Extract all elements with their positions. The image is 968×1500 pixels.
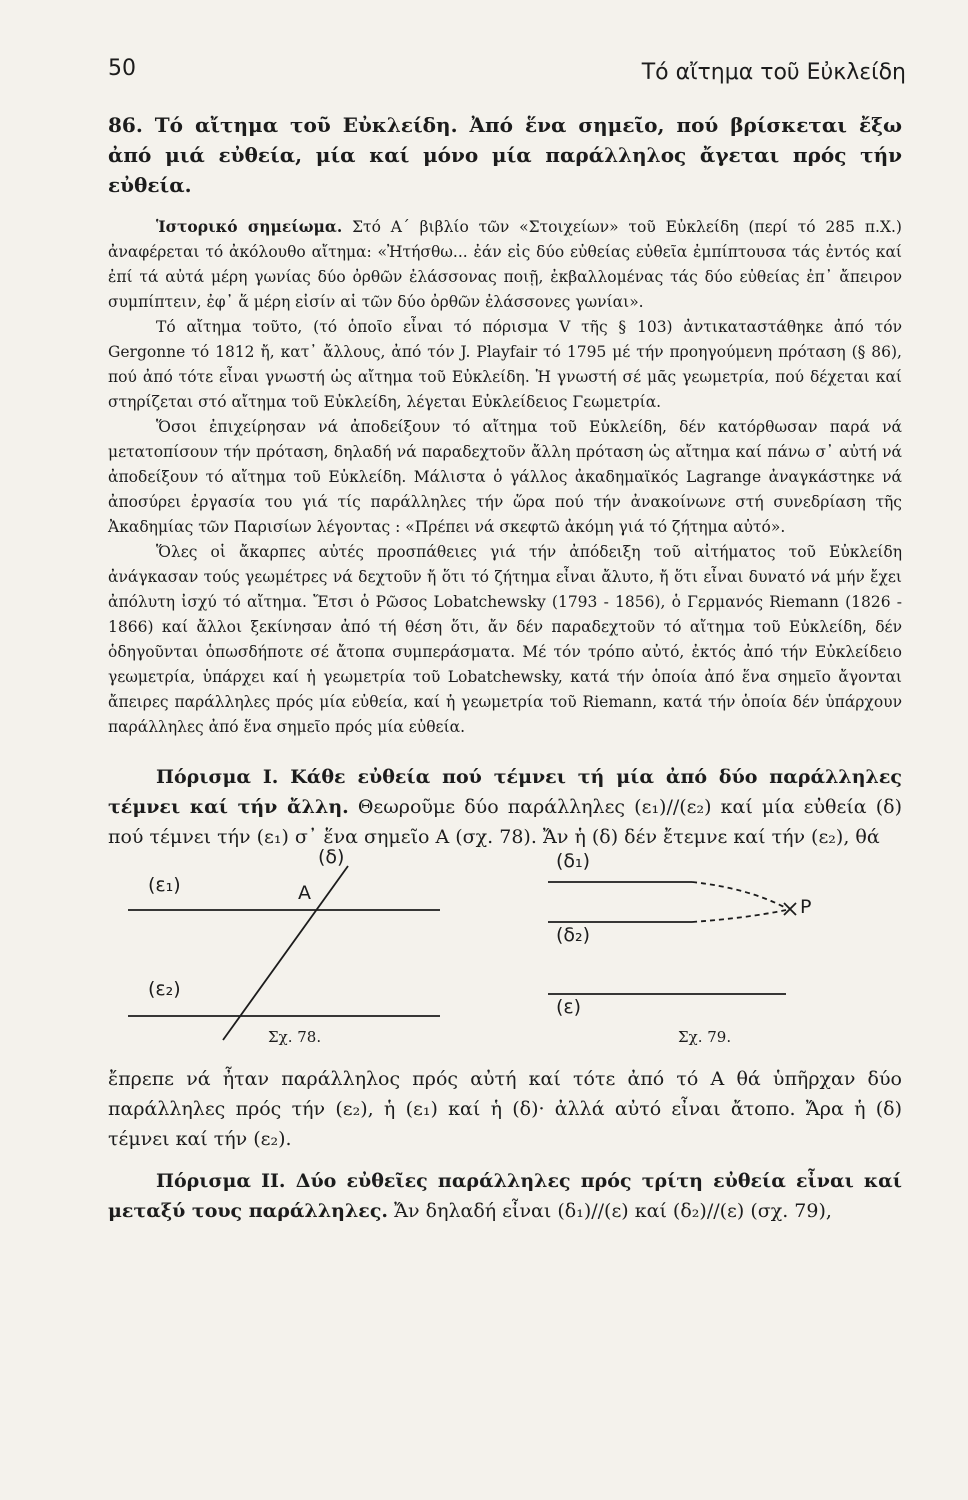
history-text-1: Στό Α΄ βιβλίο τῶν «Στοιχείων» τοῦ Εὐκλείδη (περί τό 285 π.Χ.) ἀναφέρεται τό ἀκόλουθο αἴτημα: «Ἠτήσθω... ἐάν εἰς δύο εὐθείας εὐθεῖα ἐμπίπτουσα τάς ἐντός καί ἐπί τά αὐτά μέρη γωνίας δύο ὀρθῶν ἐλάσσονας ποιῇ, ἐκβαλλομένας τάς δύο εὐθείας ἐπ᾿ ἄπειρον συμπίπτειν, ἐφ᾿ ἅ μέρη εἰσίν αἱ τῶν δύο ὀρθῶν ἐλάσσονες γωνίαι». — [108, 218, 902, 311]
corollary-1-title: Πόρισμα Ι. Κάθε εὐθεία πού τέμνει τή μία ἀπό δύο παράλληλες τέμνει καί τήν ἄλλη. — [108, 766, 902, 818]
corollary-2-text: Ἄν δηλαδή εἶναι (δ₁)//(ε) καί (δ₂)//(ε) (σχ. 79), — [394, 1200, 832, 1222]
section-statement: Ἀπό ἕνα σημεῖο, πού βρίσκεται ἔξω ἀπό μιά εὐθεία, μία καί μόνο μία παράλληλος ἄγεται πρός τήν εὐθεία. — [108, 113, 902, 197]
line-d1-dashed — [692, 882, 786, 908]
history-note-p1 — [108, 214, 902, 315]
label-d2: (δ₂) — [556, 924, 591, 946]
continuation-text: ἔπρεπε νά ἦταν παράλληλος πρός αὐτή καί τότε ἀπό τό Α θά ὑπῆρχαν δύο παράλληλες πρός τήν (ε₂), ἡ (ε₁) καί ἡ (δ)· ἀλλά αὐτό εἶναι ἄτοπο. Ἄρα ἡ (δ) τέμνει καί τήν (ε₂). — [108, 1068, 902, 1150]
history-note-p2: Τό αἴτημα τοῦτο, (τό ὁποῖο εἶναι τό πόρισμα V τῆς § 103) ἀντικαταστάθηκε ἀπό τόν Gergonne τό 1812 ἤ, κατ᾿ ἄλλους, ἀπό τόν J. Playfair τό 1795 μέ τήν προηγούμενη πρόταση (§ 86), πού ἀπό τότε εἶναι γνωστή ὡς αἴτημα τοῦ Εὐκλείδη. Ἡ γνωστή σέ μᾶς γεωμετρία, πού δέχεται καί στηρίζεται στό αἴτημα τοῦ Εὐκλείδη, λέγεται Εὐκλείδειος Γεωμετρία. — [108, 318, 902, 411]
running-title: Τό αἴτημα τοῦ Εὐκλείδη — [641, 60, 906, 85]
page-body — [108, 110, 902, 1226]
history-note-p4: Ὅλες οἱ ἄκαρπες αὐτές προσπάθειες γιά τήν ἀπόδειξη τοῦ αἰτήματος τοῦ Εὐκλείδη ἀνάγκασαν τούς γεωμέτρες νά δεχτοῦν ἤ ὅτι τό ζήτημα εἶναι ἄλυτο, ἤ ὅτι εἶναι δυνατό νά μήν ἔχει ἀπόλυτη ἰσχύ τό αἴτημα. Ἔτσι ὁ Ρῶσος Lobatchewsky (1793 - 1856), ὁ Γερμανός Riemann (1826 - 1866) καί ἄλλοι ξεκίνησαν ἀπό τή θέση ὅτι, ἄν δέν παραδεχτοῦν τό αἴτημα τοῦ Εὐκλείδη, δέν ὁδηγοῦνται ὁπωσδήποτε σέ ἄτοπα συμπεράσματα. Μέ τόν τρόπο αὐτό, ἐκτός ἀπό τήν Εὐκλείδειο γεωμετρία, ὑπάρχει καί ἡ γεωμετρία τοῦ Lobatchewsky, κατά τήν ὁποία ἀπό ἕνα σημεῖο ἄγονται ἄπειρες παράλληλες πρός μία εὐθεία, καί ἡ γεωμετρία τοῦ Riemann, κατά τήν ὁποία δέν ὑπάρχουν παράλληλες ἀπό ἕνα σημεῖο πρός μία εὐθεία. — [108, 543, 902, 736]
page-number: 50 — [108, 56, 136, 81]
corollary-2-title: Πόρισμα ΙΙ. Δύο εὐθεῖες παράλληλες πρός τρίτη εὐθεία εἶναι καί μεταξύ τους παράλληλες. — [108, 1170, 902, 1222]
corollary-2 — [108, 1166, 902, 1226]
label-e1: (ε₁) — [148, 874, 181, 896]
section-title: Τό αἴτημα τοῦ Εὐκλείδη. — [154, 113, 458, 137]
history-label: Ἱστορικό σημείωμα. — [156, 217, 343, 236]
label-a: A — [298, 882, 311, 904]
label-e2: (ε₂) — [148, 978, 181, 1000]
line-d2-dashed — [692, 910, 786, 922]
caption-fig78: Σχ. 78. — [268, 1028, 322, 1046]
caption-fig79: Σχ. 79. — [678, 1028, 732, 1046]
corollary-1 — [108, 762, 902, 852]
history-note-p3: Ὅσοι ἐπιχείρησαν νά ἀποδείξουν τό αἴτημα τοῦ Εὐκλείδη, δέν κατόρθωσαν παρά νά μετατοπίσουν τήν πρόταση, δηλαδή νά παραδεχτοῦν ἄλλη πρόταση ὡς αἴτημα καί πάνω σ᾿ αὐτή νά ἀποδείξουν τό αἴτημα τοῦ Εὐκλείδη. Μάλιστα ὁ γάλλος ἀκαδημαϊκός Lagrange ἀναγκάστηκε νά ἀποσύρει ἐργασία του γιά τίς παράλληλες τήν ὥρα πού τήν ἀνακοίνωνε στή συνεδρίαση τῆς Ἀκαδημίας τῶν Παρισίων λέγοντας : «Πρέπει νά σκεφτῶ ἀκόμη γιά τό ζήτημα αὐτό». — [108, 418, 902, 536]
section-number: 86. — [108, 113, 143, 137]
label-p: P — [800, 896, 812, 918]
label-d1: (δ₁) — [556, 850, 591, 872]
line-delta — [223, 866, 348, 1040]
section-86 — [108, 110, 902, 200]
corollary-1-text: Θεωροῦμε δύο παράλληλες (ε₁)//(ε₂) καί μία εὐθεία (δ) πού τέμνει τήν (ε₁) σ᾿ ἕνα σημεῖο Α (σχ. 78). Ἄν ἡ (δ) δέν ἔτεμνε καί τήν (ε₂), θά — [108, 796, 902, 848]
label-e: (ε) — [556, 996, 582, 1018]
label-delta: (δ) — [318, 846, 345, 868]
figures-78-79 — [108, 846, 902, 1058]
figures-drawing — [108, 858, 902, 1058]
